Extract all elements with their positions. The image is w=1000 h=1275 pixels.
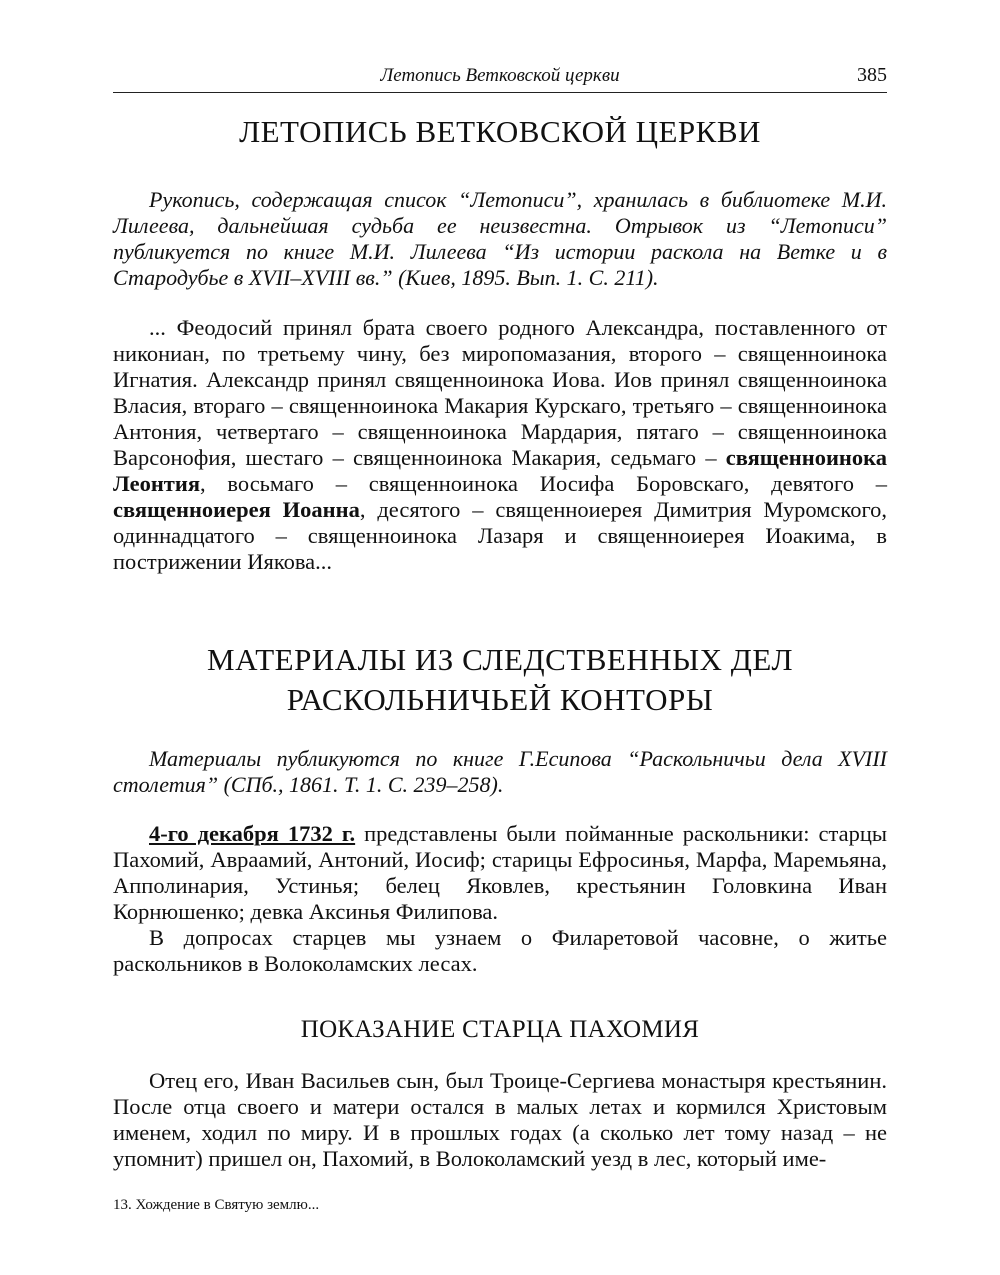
text-run: ... Феодосий принял брата своего родного Александра, поставленного от никониан, по третьему чину, без миропомазания, второго – священноинока Игнатия. Александр принял священноинока Иова. Иов принял священноинока Власия, втораго – священноинока Макария Курскаго, третьяго – священноинока Антония, четвертаго – священноинока Мардария, пятаго – священноинока Варсонофия, шестаго – священноинока Макария, седьмаго – bbox=[113, 315, 887, 470]
bold-name: священноинока Леонтия bbox=[113, 445, 887, 496]
section-intro-chronicle bbox=[113, 187, 887, 291]
intro-paragraph: Рукопись, содержащая список “Летописи”, хранилась в библиотеке М.И. Лилеева, дальнейшая судьба ее неизвестна. Отрывок из “Летописи” публикуется по книге М.И. Лилеева “Из истории раскола на Ветке и в Стародубье в XVII–XVIII вв.” (Киев, 1895. Вып. 1. С. 211). bbox=[113, 187, 887, 290]
running-title: Летопись Ветковской церкви bbox=[380, 65, 620, 86]
chronicle-paragraph bbox=[113, 315, 887, 575]
text-run: представлены были пойманные раскольники: старцы Пахомий, Авраамий, Антоний, Иосиф; старицы Ефросинья, Марфа, Маремьяна, Апполинария, Устинья; белец Яковлев, крестьянин Головкина Иван Корнюшенко; девка Аксинья Филипова. bbox=[113, 821, 887, 924]
section-title-chronicle: ЛЕТОПИСЬ ВЕТКОВСКОЙ ЦЕРКВИ bbox=[239, 114, 761, 149]
section-title-materials bbox=[113, 640, 887, 720]
section-title-testimony: ПОКАЗАНИЕ СТАРЦА ПАХОМИЯ bbox=[300, 1016, 700, 1043]
running-header bbox=[113, 62, 887, 93]
title-line: РАСКОЛЬНИЧЬЕЙ КОНТОРЫ bbox=[286, 682, 714, 717]
title-line: МАТЕРИАЛЫ ИЗ СЛЕДСТВЕННЫХ ДЕЛ bbox=[207, 642, 793, 677]
footer-signature: 13. Хождение в Святую землю... bbox=[113, 1197, 320, 1213]
bold-name: священноиерея Иоанна bbox=[113, 497, 360, 522]
testimony-paragraph: Отец его, Иван Васильев сын, был Троице-Сергиева монастыря крестьянин. После отца своего и матери остался в малых летах и кормился Христовым именем, ходил по миру. И в прошлых годах (а сколько лет тому назад – не упомнит) пришел он, Пахомий, в Волоколамский уезд в лес, который име- bbox=[113, 1068, 887, 1171]
page-number: 385 bbox=[857, 64, 887, 86]
materials-paragraph: В допросах старцев мы узнаем о Филаретовой часовне, о житье раскольников в Волоколамских лесах. bbox=[113, 925, 887, 976]
materials-paragraph bbox=[113, 821, 887, 925]
intro-paragraph: Материалы публикуются по книге Г.Есипова “Раскольничьи дела XVIII столетия” (СПб., 1861. Т. 1. С. 239–258). bbox=[113, 746, 887, 797]
testimony-body bbox=[113, 1068, 887, 1172]
chronicle-body bbox=[113, 315, 887, 575]
date-heading: 4-го декабря 1732 г. bbox=[149, 821, 356, 846]
text-run: , восьмаго – священноинока Иосифа Боровскаго, девятого – bbox=[200, 471, 887, 496]
section-intro-materials bbox=[113, 746, 887, 798]
materials-body bbox=[113, 821, 887, 977]
text-run: , десятого – священноиерея Димитрия Муромского, одиннадцатого – священноинока Лазаря и священноиерея Иоакима, в пострижении Иякова... bbox=[113, 497, 887, 574]
